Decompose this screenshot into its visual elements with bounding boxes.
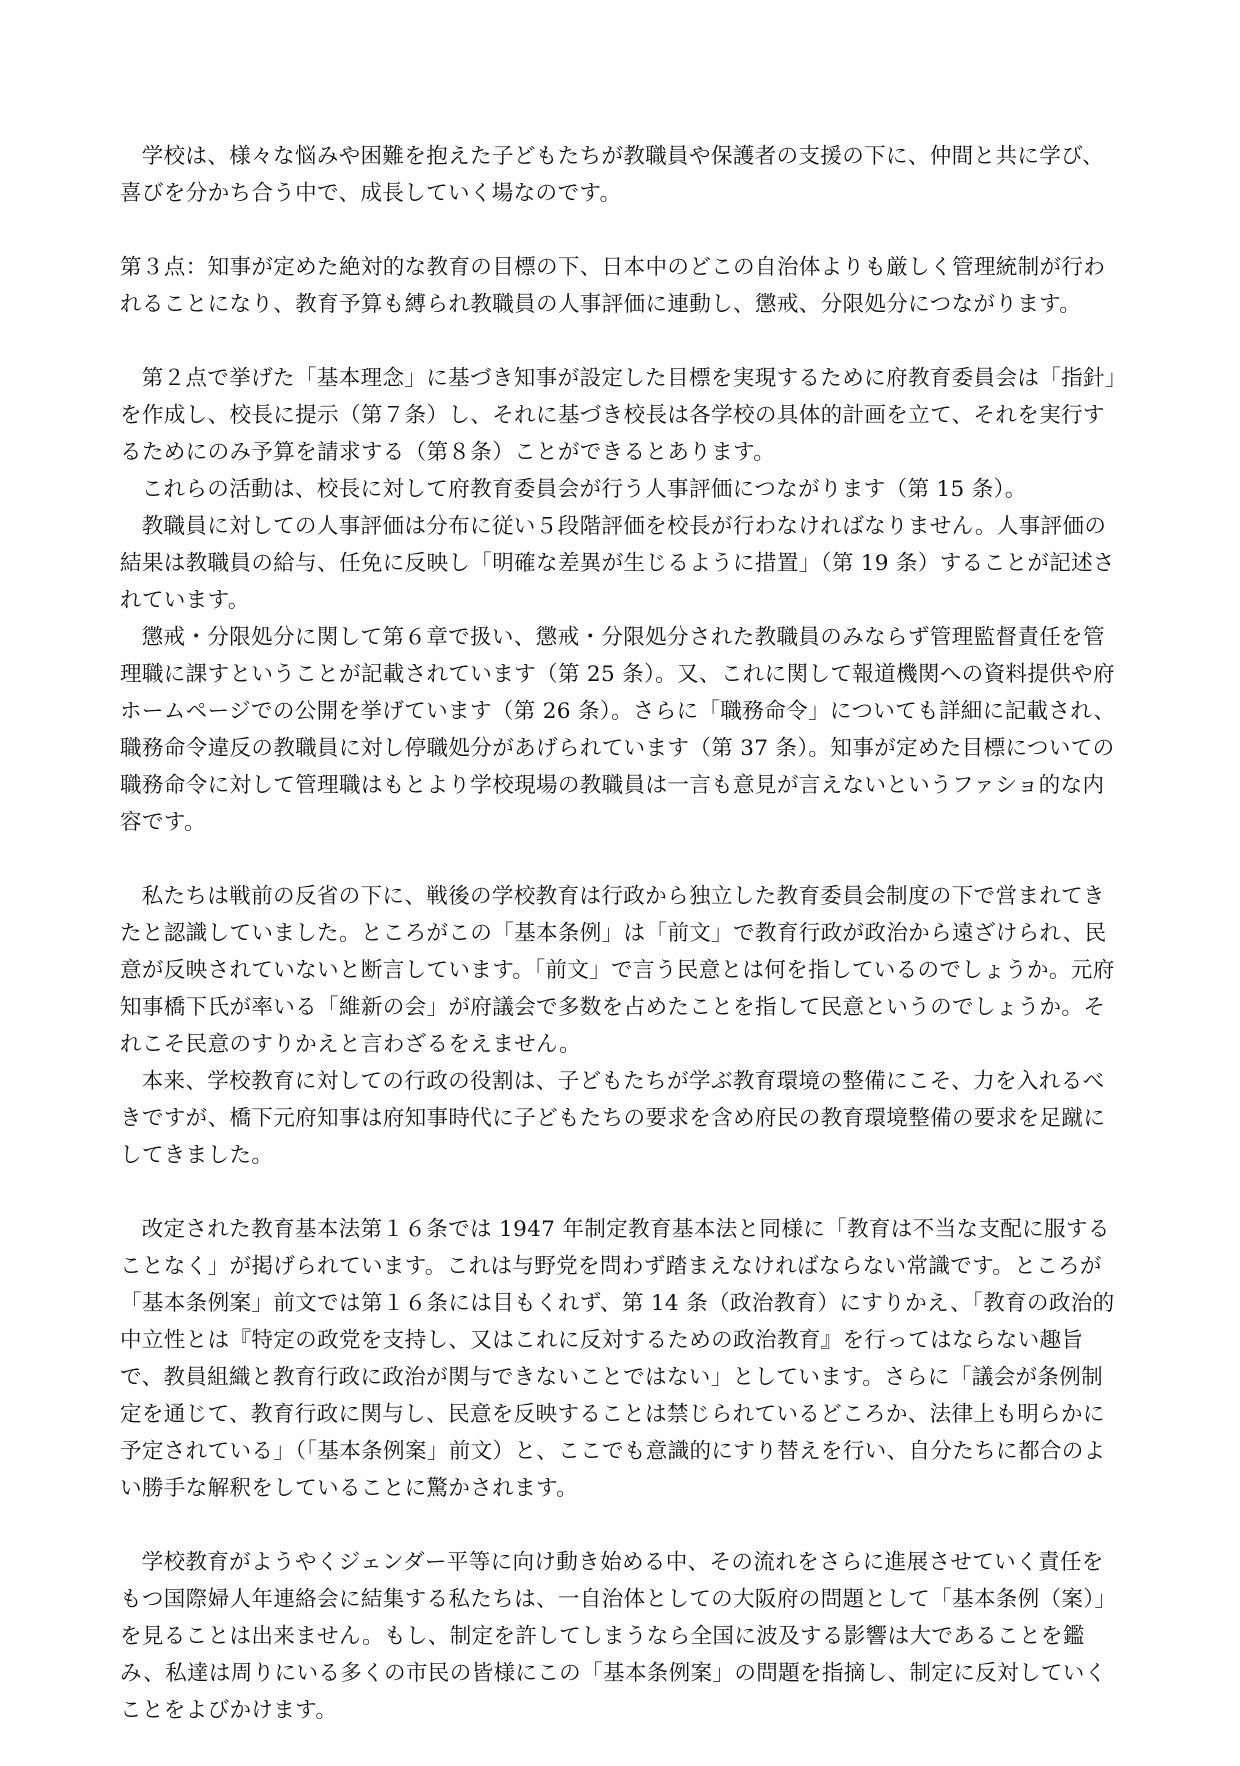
section-4 <box>120 878 1120 1174</box>
paragraph: 教職員に対しての人事評価は分布に従い５段階評価を校長が行わなければなりません。人事評価の結果は教職員の給与、任免に反映し「明確な差異が生じるように措置」（第 19 条）することが記述されています。 <box>120 514 1115 613</box>
paragraph: 私たちは戦前の反省の下に、戦後の学校教育は行政から独立した教育委員会制度の下で営まれてきたと認識していました。ところがこの「基本条例」は「前文」で教育行政が政治から遠ざけられ、民意が反映されていないと断言しています。「前文」で言う民意とは何を指しているのでしょうか。元府知事橋下氏が率いる「維新の会」が府議会で多数を占めたことを指して民意というのでしょうか。それこそ民意のすりかえと言わざるをえません。 <box>120 884 1115 1057</box>
section-3 <box>120 360 1120 841</box>
section-1 <box>120 138 1120 212</box>
paragraph: 第３点：知事が定めた絶対的な教育の目標の下、日本中のどこの自治体よりも厳しく管理統制が行われることになり、教育予算も縛られ教職員の人事評価に連動し、懲戒、分限処分につながります。 <box>120 255 1106 317</box>
document-page <box>120 138 1120 1766</box>
paragraph: 学校教育がようやくジェンダー平等に向け動き始める中、その流れをさらに進展させていく責任をもつ国際婦人年連絡会に結集する私たちは、一自治体としての大阪府の問題として「基本条例（案）」を見ることは出来ません。もし、制定を許してしまうなら全国に波及する影響は大であることを鑑み、私達は周りにいる多くの市民の皆様にこの「基本条例案」の問題を指摘し、制定に反対していくことをよびかけます。 <box>120 1550 1117 1723</box>
paragraph: 第２点で挙げた「基本理念」に基づき知事が設定した目標を実現するために府教育委員会は「指針」を作成し、校長に提示（第７条）し、それに基づき校長は各学校の具体的計画を立て、それを実行するためにのみ予算を請求する（第８条）ことができるとあります。 <box>120 366 1117 465</box>
section-6 <box>120 1544 1120 1729</box>
section-2-point-3 <box>120 249 1120 323</box>
paragraph: これらの活動は、校長に対して府教育委員会が行う人事評価につながります（第 15 条）。 <box>141 477 1027 502</box>
paragraph: 懲戒・分限処分に関して第６章で扱い、懲戒・分限処分された教職員のみならず管理監督責任を管理職に課すということが記載されています（第 25 条）。又、これに関して報道機関への資料提供や府ホームページでの公開を挙げています（第 26 条）。さらに「職務命令」についても詳細に記載され、職務命令違反の教職員に対し停職処分があげられています（第 37 条）。知事が定めた目標についての職務命令に対して管理職はもとより学校現場の教職員は一言も意見が言えないというファショ的な内容です。 <box>120 625 1116 835</box>
paragraph: 本来、学校教育に対しての行政の役割は、子どもたちが学ぶ教育環境の整備にこそ、力を入れるべきですが、橋下元府知事は府知事時代に子どもたちの要求を含め府民の教育環境整備の要求を足蹴にしてきました。 <box>120 1069 1106 1168</box>
section-5 <box>120 1211 1120 1507</box>
paragraph: 学校は、様々な悩みや困難を抱えた子どもたちが教職員や保護者の支援の下に、仲間と共に学び、喜びを分かち合う中で、成長していく場なのです。 <box>120 144 1105 206</box>
paragraph: 改定された教育基本法第１６条では 1947 年制定教育基本法と同様に「教育は不当な支配に服することなく」が掲げられています。これは与野党を問わず踏まえなければならない常識です。ところが「基本条例案」前文では第１６条には目もくれず、第 14 条（政治教育）にすりかえ、「教育の政治的中立性とは『特定の政党を支持し、又はこれに反対するための政治教育』を行ってはならない趣旨で、教員組織と教育行政に政治が関与できないことではない」としています。さらに「議会が条例制定を通じて、教育行政に関与し、民意を反映することは禁じられているどころか、法律上も明らかに予定されている」（「基本条例案」前文）と、ここでも意識的にすり替えを行い、自分たちに都合のよい勝手な解釈をしていることに驚かされます。 <box>120 1217 1115 1501</box>
